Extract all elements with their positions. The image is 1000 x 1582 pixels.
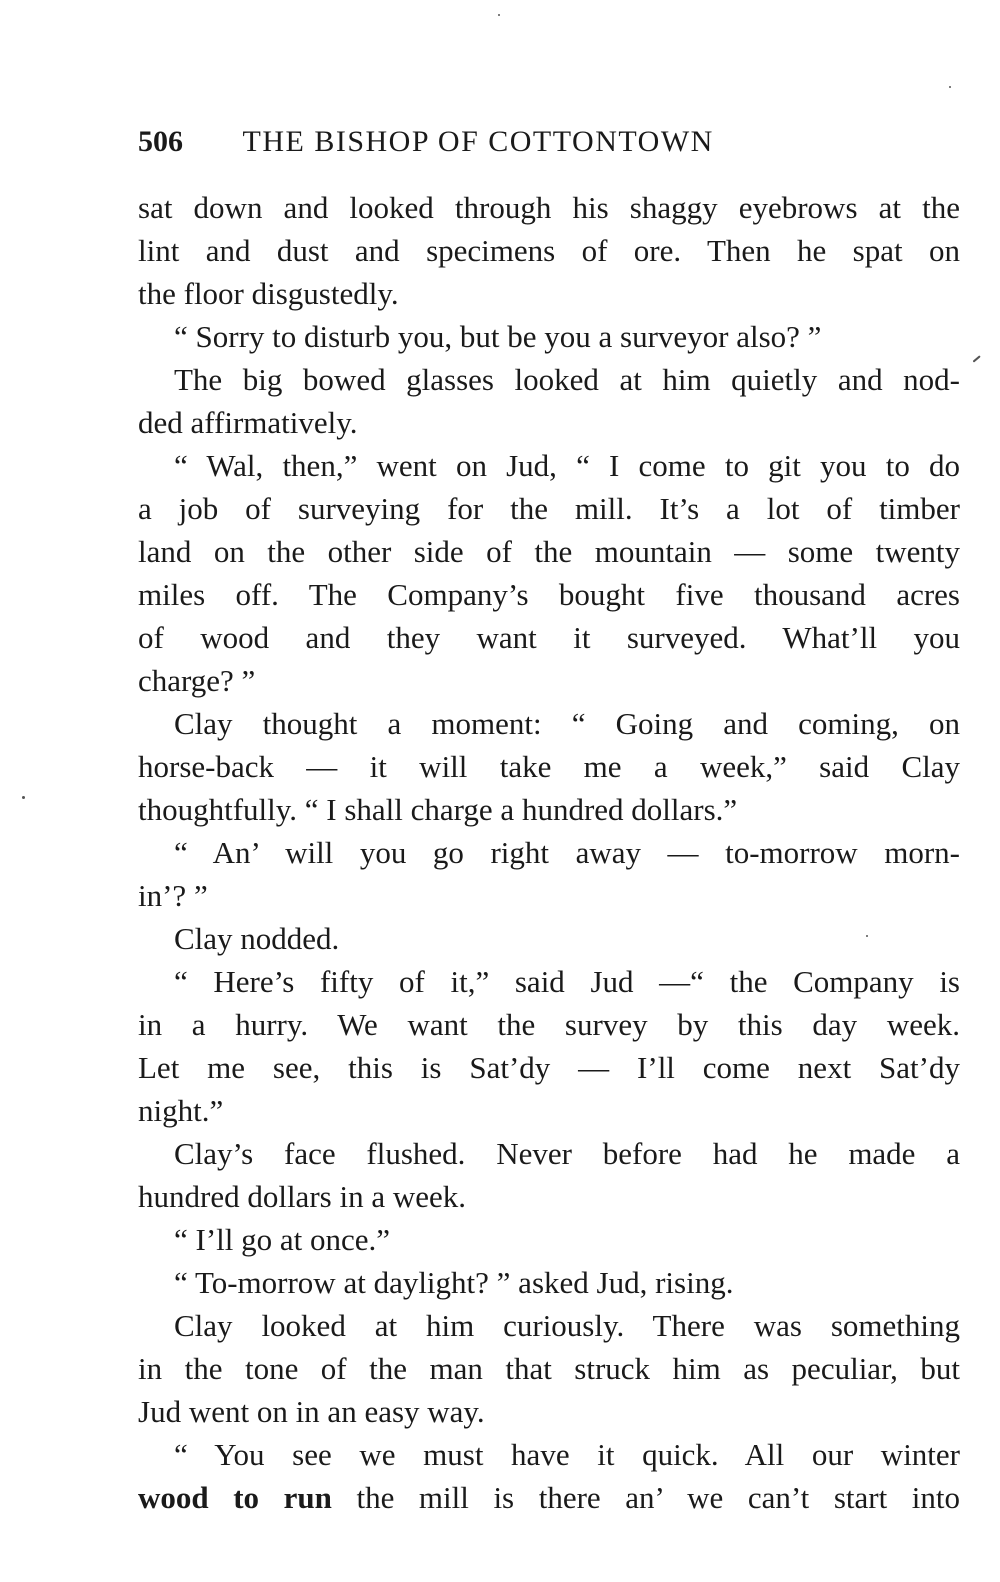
text-line: of wood and they want it surveyed. What’ll you: [138, 620, 960, 655]
page-number: 506: [138, 125, 183, 158]
text-line: “ Wal, then,” went on Jud, “ I come to git you to do: [174, 448, 960, 483]
paper-speck: [866, 935, 868, 937]
text-line: “ Sorry to disturb you, but be you a surveyor also? ”: [174, 319, 822, 354]
paper-speck: [498, 14, 500, 16]
bold-lead-words: wood to run: [138, 1480, 332, 1515]
paper-speck: [949, 86, 951, 88]
text-line: the floor disgustedly.: [138, 276, 399, 311]
text-line: “ To-morrow at daylight? ” asked Jud, rising.: [174, 1265, 734, 1300]
text-line: a job of surveying for the mill. It’s a lot of timber: [138, 491, 960, 526]
text-line: wood to run the mill is there an’ we can’t start into: [138, 1480, 961, 1515]
text-line: land on the other side of the mountain — some twenty: [138, 534, 960, 569]
text-line: Let me see, this is Sat’dy — I’ll come next Sat’dy: [138, 1050, 960, 1085]
text-line: “ I’ll go at once.”: [174, 1222, 391, 1257]
text-line: charge? ”: [138, 663, 256, 698]
running-title: THE BISHOP OF COTTONTOWN: [242, 125, 714, 158]
text-line: sat down and looked through his shaggy eyebrows at the: [138, 190, 960, 225]
text-line: Clay looked at him curiously. There was something: [174, 1308, 960, 1343]
paper-speck: [22, 796, 25, 799]
text-line: night.”: [138, 1093, 224, 1128]
text-line: Clay nodded.: [174, 921, 340, 956]
text-line: in a hurry. We want the survey by this day week.: [138, 1007, 960, 1042]
text-line: “ An’ will you go right away — to-morrow morn-: [174, 835, 960, 870]
text-line: hundred dollars in a week.: [138, 1179, 466, 1214]
text-line: ded affirmatively.: [138, 405, 358, 440]
text-line: “ You see we must have it quick. All our winter: [174, 1437, 960, 1472]
text-line: Jud went on in an easy way.: [138, 1394, 485, 1429]
text-line: horse-back — it will take me a week,” said Clay: [138, 749, 960, 784]
body-text: [138, 186, 960, 1519]
text-line: “ Here’s fifty of it,” said Jud —“ the Company is: [174, 964, 960, 999]
text-line: in the tone of the man that struck him as peculiar, but: [138, 1351, 960, 1386]
text-line: miles off. The Company’s bought five thousand acres: [138, 577, 960, 612]
text-line: Clay thought a moment: “ Going and coming, on: [174, 706, 960, 741]
running-head: [138, 120, 958, 164]
text-line: in’? ”: [138, 878, 208, 913]
text-line: Clay’s face flushed. Never before had he made a: [174, 1136, 960, 1171]
text-line: thoughtfully. “ I shall charge a hundred dollars.”: [138, 792, 738, 827]
text-line: The big bowed glasses looked at him quietly and nod-: [174, 362, 960, 397]
paper-speck: [973, 355, 981, 362]
text-line: lint and dust and specimens of ore. Then he spat on: [138, 233, 960, 268]
